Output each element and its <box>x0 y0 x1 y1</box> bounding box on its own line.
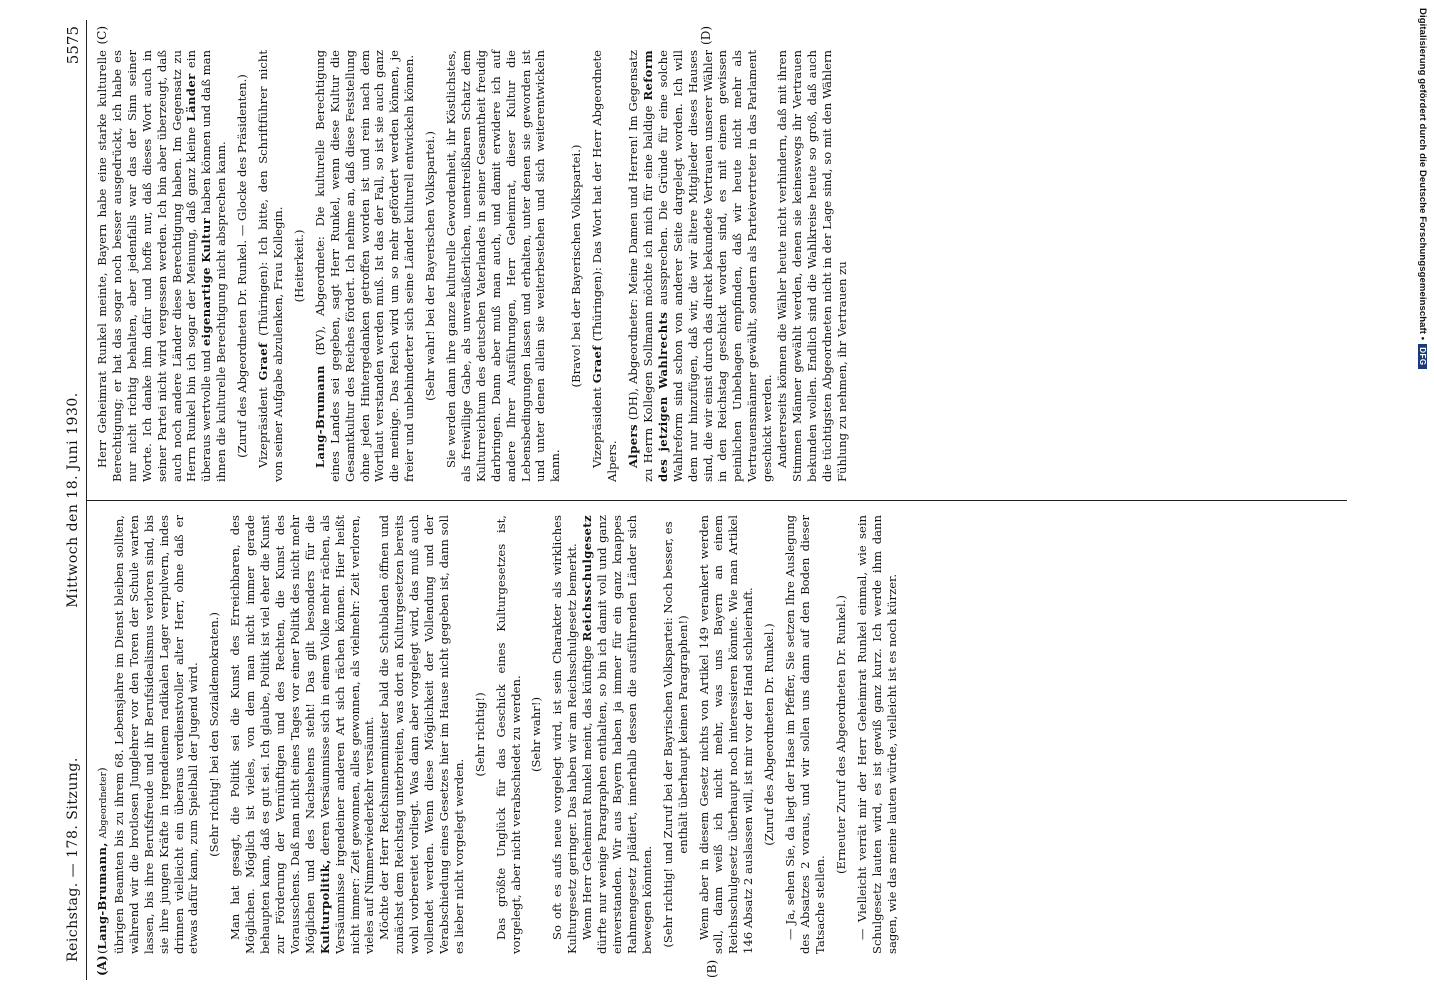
text-run: (DH), Abgeordneter: Meine Damen und Herren! Im Gegensatz zu Herrn Kollegen Sollmann möchte ich mich für eine baldige <box>626 50 655 482</box>
paragraph <box>313 50 417 482</box>
header-session: Reichstag. — 178. Sitzung. <box>65 757 81 962</box>
paragraph <box>580 515 655 954</box>
paragraph: Das größte Unglück für das Geschick eines Kulturgesetzes ist, vorgelegt, aber nicht verabschiedet zu werden. <box>493 515 523 954</box>
bold-term: eigenartige Kultur <box>199 217 214 347</box>
credit-text: Digitalisierung gefördert durch die Deutsche Forschungsgemeinschaft • <box>1417 8 1428 341</box>
text-run: ein überaus wertvolle und <box>184 50 214 482</box>
paragraph <box>590 50 620 482</box>
interjection: (Sehr richtig! bei den Sozialdemokraten.) <box>207 612 222 857</box>
speaker-name: Graef <box>256 342 271 381</box>
margin-letter-a: (A) <box>95 955 109 976</box>
paragraph: — Ja, sehen Sie, da liegt der Hase im Pfeffer, Sie setzen Ihre Auslegung des Absatzes 2 voraus, und wir sollen uns dann auf den Boden dieser Tatsache stellen. <box>783 515 827 954</box>
text-run: (Thüringen): Das Wort hat der Herr Abgeordnete Alpers. <box>590 49 620 482</box>
speaker-name: Graef <box>590 345 605 384</box>
paragraph: Wenn aber in diesem Gesetz nichts von Artikel 149 verankert werden soll, dann weiß ich nicht mehr, was uns Bayern an einem Reichsschulgesetz überhaupt noch interessieren könnte. Wie man Artikel 146 Absatz 2 auslassen will, ist mir vor der Hand schleierhaft. <box>696 515 756 954</box>
text-run: (Thüringen): Ich bitte, den Schriftführer nicht von seiner Aufgabe abzulenken, Frau Kollegin. <box>256 49 285 482</box>
speaker-name: Alpers <box>626 424 640 468</box>
dfg-logo: DFG <box>1418 344 1427 368</box>
paragraph <box>626 50 775 482</box>
speaker-name: Lang-Brumann, <box>95 842 109 950</box>
credit-text-line <box>1417 8 1428 988</box>
bold-term: Länder <box>184 73 199 122</box>
text-run: Man hat gesagt, die Politik sei die Kunst des Erreichbaren, des Möglichen. Möglich ist vieles, von dem man nicht immer gerade behaupten kann, daß es gut sei. Ich glaube, Politik ist viel eher die Kunst zur Förderung der Vernünftigen und des Rechten, die Kunst des Vorausschens. Daß man nicht eines Tages vor einer Politik des nicht mehr Möglichen und des Nachsehens steht! Das gilt besonders für die <box>228 515 317 954</box>
paragraph: Sie werden dann ihre ganze kulturelle Gewordenheit, ihr Köstlichstes, als freiwillige Gabe, als unveräußerlichen, unentreißbaren Schatz dem Kulturreichtum des deutschen Vaterlandes in seiner Gesamtheit freudig darbringen. Dann aber muß man auch, und damit erwidere ich auf andere Ihrer Ausführungen, Herr Geheimrat, dieser Kultur die Lebensbedingungen lassen und erhalten, unter denen sie geworden ist und unter denen allein sie weiterbestehen und sich weiterentwickeln kann. <box>444 50 563 482</box>
bold-term: Reform des jetzigen Wahlrechts <box>640 50 670 482</box>
text-run: Herr Geheimrat Runkel meinte, Bayern habe eine starke kulturelle Berechtigung; er hat das sogar noch besser ausgedrückt, ich habe es nur nicht richtig behalten, aber jedenfalls war das der Sinn seiner Worte. Ich danke ihm dafür und hoffe nur, daß dieses Wort auch in seiner Partei nicht wird vergessen werden. Ich bin aber überzeugt, daß auch noch andere Länder diese Berechtigung haben. Im Gegensatz zu Herrn Runkel bin ich sogar der Meinung, daß ganz kleine <box>95 50 199 482</box>
paragraph: (Lang-Brumann, Abgeordneter) <box>95 767 109 954</box>
right-column <box>87 20 1347 500</box>
text-columns <box>87 20 1347 980</box>
interjection: (Erneuter Zuruf des Abgeordneten Dr. Runkel.) <box>833 595 848 874</box>
margin-letter-d: (D) <box>699 26 713 45</box>
text-run: (BV), Abgeordnete: Die kulturelle Berechtigung eines Landes sei gegeben, sagt Herr Runkel, wenn diese Kultur die Gesamtkultur des Reiches fördert. Ich nehme an, daß diese Feststellung ohne jeden Hintergedanken getroffen worden ist und rein nach dem Wortlaut verstanden werden muß. Ist das der Fall, so ist sie auch ganz die meinige. Das Reich wird um so mehr gefördert werden können, je freier und unbehinderter sich seine Länder kulturell entwickeln können. <box>312 50 417 482</box>
bold-term: Kulturpolitik, <box>317 859 332 954</box>
interjection: (Sehr wahr! bei der Bayerischen Volkspartei.) <box>423 131 438 401</box>
paragraph <box>228 515 377 954</box>
bold-term: Reichsschulgesetz <box>580 514 595 642</box>
paragraph: — Vielleicht verrät mir der Herr Geheimrat Runkel einmal, wie sein Schulgesetz lauten wird, es ist gewiß ganz kurz. Ich werde ihm dann sagen, wie das meine lauten würde, vielleicht ist es noch kürzer. <box>854 515 899 954</box>
speaker-name: Lang-Brumann <box>312 365 327 468</box>
paragraph: Andererseits können die Wähler heute nicht verhindern, daß mit ihren Stimmen Männer gewählt werden, denen sie keineswegs ihr Vertrauen bekunden wollen. Endlich sind die Wahlkreise heute so groß, daß auch die tüchtigsten Abgeordneten nicht in der Lage sind, so mit den Wählern Fühlung zu nehmen, ihr Vertrauen zu <box>775 50 849 482</box>
paragraph: So oft es aufs neue vorgelegt wird, ist sein Charakter als wirkliches Kulturgesetz geringer. Das haben wir am Reichsschulgesetz bemerkt. <box>550 515 580 954</box>
paragraph <box>256 50 286 482</box>
left-column <box>87 500 1347 980</box>
text-run: Vizepräsident <box>590 387 605 468</box>
text-run: deren Versäumnisse sich in einem Volke mehr rächen, als Versäumnisse irgendeiner anderen Art sich rächen können. Hier heißt nicht immer: Zeit gewonnen, alles gewonnen, als vielmehr: Zeit verloren, vieles auf Nimmerwiederkehr versäumt. <box>317 514 377 954</box>
interjection: (Sehr richtig!) <box>472 692 487 777</box>
interjection: (Bravo! bei der Bayerischen Volkspartei.) <box>569 144 584 388</box>
interjection: (Sehr wahr!) <box>529 696 544 773</box>
page-number: 5575 <box>64 26 82 65</box>
header-date: Mittwoch den 18. Juni 1930. <box>65 392 81 608</box>
interjection: (Sehr richtig! und Zuruf bei der Bayrischen Volkspartei: Noch besser, es enthält überhaupt keinen Paragraphen!) <box>660 521 690 948</box>
margin-letter-b: (B) <box>705 959 719 978</box>
text-run: dürfte nur wenige Paragraphen enthalten, so bin ich damit voll und ganz einverstanden. Wir aus Bayern haben ja immer für ein ganz knappes Rahmengesetz plädiert, innerhalb dessen die ausführenden Länder sich bewegen könnten. <box>595 515 654 954</box>
text-run: haben können und daß man ihnen die kulturelle Berechtigung nicht absprechen kann. <box>199 49 229 482</box>
rotated-page <box>60 10 1360 990</box>
paragraph <box>95 50 229 482</box>
text-run: aussprechen. Die Gründe für eine solche Wahlreform sind schon von anderer Seite dargelegt worden. Ich will dem nur hinzufügen, daß wir, die wir ältere Mitglieder dieses Hauses sind, die wir einst durch das direkt bekundete Vertrauen unserer Wähler in den Reichstag geschickt worden sind, es mit einem gewissen peinlichen Unbehagen empfinden, daß wir heute nicht mehr als Vertrauensmänner gewählt, sondern als Parteivertreter in das Parlament geschickt werden. <box>655 49 775 482</box>
text-run: Vizepräsident <box>256 387 271 468</box>
interjection: (Zuruf des Abgeordneten Dr. Runkel. — Glocke des Präsidenten.) <box>235 74 250 458</box>
paragraph: übrigen Beamten bis zu ihrem 68. Lebensjahre im Dienst bleiben sollten, während wir die brotlosen Junglehrer vor den Toren der Schule warten lassen, bis ihre Berufsfreude und ihr Berufsidealismus verloren sind, bis sie ihre jungen Kräfte in irgendeinem radikalen Lager verpulvern, indes drinnen vielleicht ein überaus verdienstvoller alter Herr, ohne daß er etwas dafür kann, zum Spielball der Jugend wird. <box>111 515 201 954</box>
text-run: Wenn Herr Geheimrat Runkel meint, das künftige <box>580 645 595 940</box>
speaker-note: Abgeordneter <box>98 771 109 839</box>
margin-letter-c: (C) <box>95 26 109 45</box>
interjection: (Zuruf des Abgeordneten Dr. Runkel.) <box>762 623 777 846</box>
paragraph: Möchte der Herr Reichsinnenminister bald die Schubladen öffnen und zunächst dem Reichstag unterbreiten, was dort an Kulturgesetzen bereits wohl vorbereitet vorliegt. Was dann aber vorgelegt wird, das muß auch vollendet werden. Wenn diese Möglichkeit der Vollendung und der Verabschiedung eines Gesetzes hier im Hause nicht gegeben ist, dann soll es lieber nicht vorgelegt werden. <box>377 515 466 954</box>
digitization-credit <box>1416 8 1430 988</box>
running-head <box>60 20 87 980</box>
interjection: (Heiterkeit.) <box>291 229 306 303</box>
